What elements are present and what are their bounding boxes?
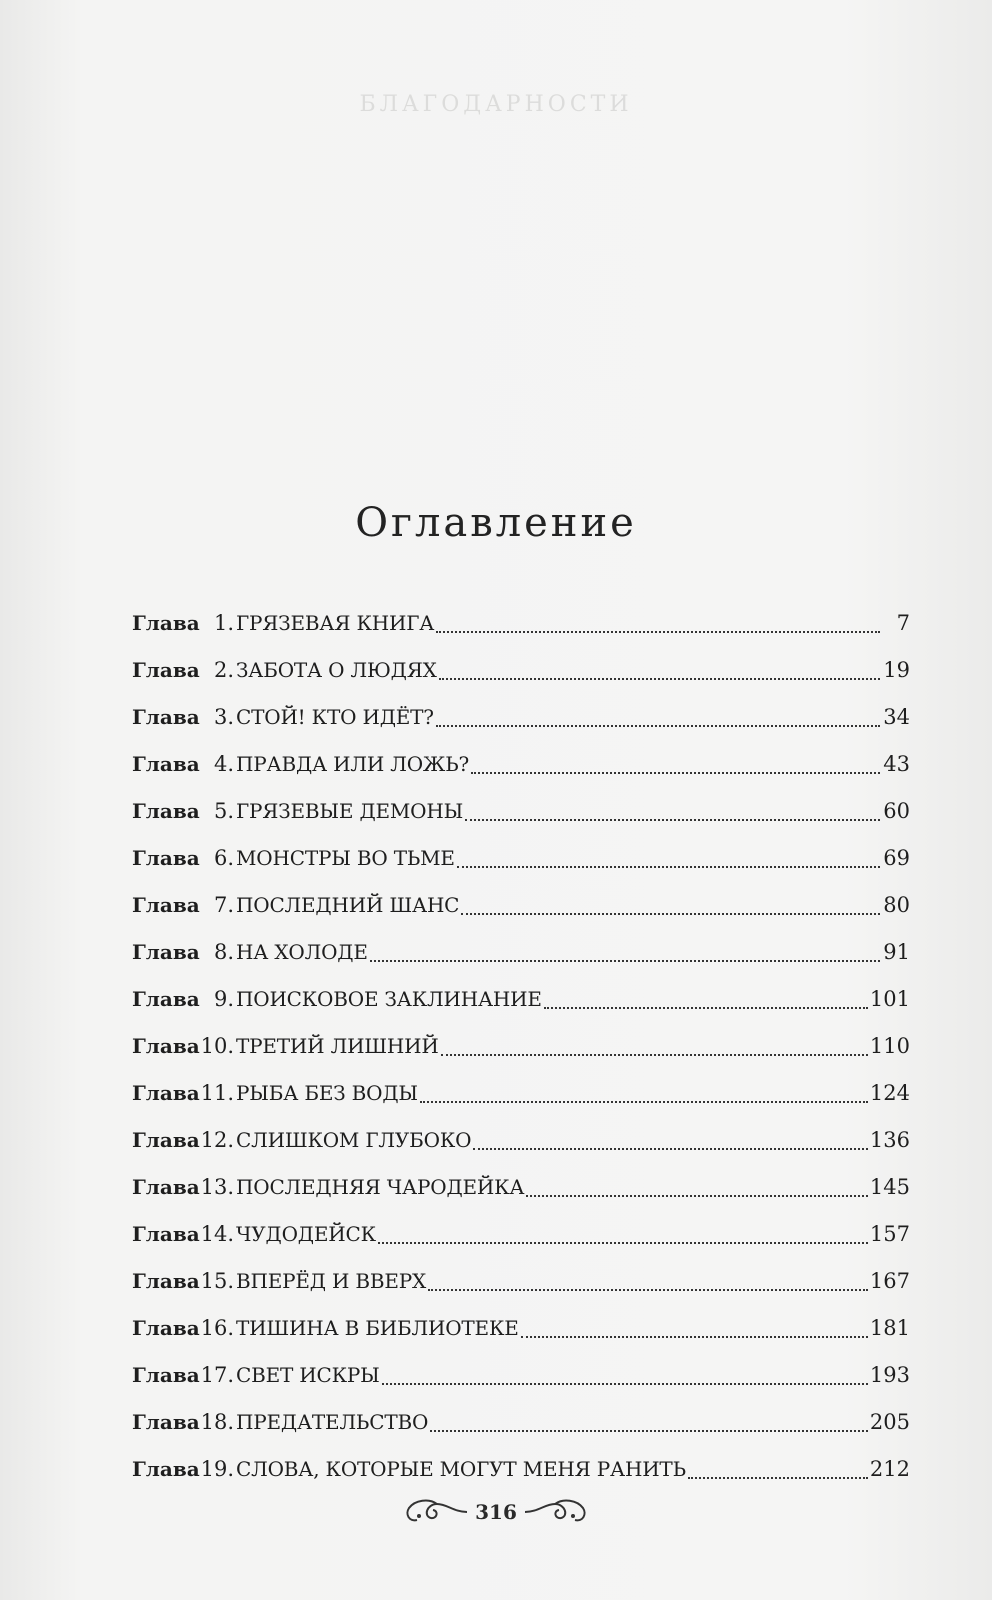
chapter-prefix: Глава [132, 1034, 200, 1058]
chapter-number: 3. [213, 705, 234, 729]
chapter-prefix: Глава [132, 1175, 200, 1199]
toc-entry [132, 1211, 910, 1258]
chapter-number: 12. [200, 1128, 234, 1152]
chapter-page-number: 80 [883, 893, 910, 917]
toc-list [132, 600, 910, 1493]
chapter-number: 10. [200, 1034, 234, 1058]
dot-leader [370, 959, 880, 962]
chapter-title: ПОИСКОВОЕ ЗАКЛИНАНИЕ [236, 987, 542, 1011]
chapter-prefix: Глава [132, 611, 200, 635]
chapter-title: ПОСЛЕДНИЙ ШАНС [236, 893, 460, 917]
dot-leader [382, 1382, 868, 1385]
chapter-prefix: Глава [132, 705, 200, 729]
toc-entry [132, 694, 910, 741]
chapter-prefix: Глава [132, 846, 200, 870]
dot-leader [457, 865, 880, 868]
chapter-prefix: Глава [132, 940, 200, 964]
chapter-prefix: Глава [132, 893, 200, 917]
chapter-title: СВЕТ ИСКРЫ [236, 1363, 380, 1387]
toc-entry [132, 1164, 910, 1211]
chapter-title: МОНСТРЫ ВО ТЬМЕ [236, 846, 455, 870]
chapter-page-number: 212 [869, 1457, 910, 1481]
toc-entry [132, 976, 910, 1023]
toc-entry [132, 1399, 910, 1446]
dot-leader [441, 1053, 868, 1056]
chapter-number: 8. [213, 940, 234, 964]
dot-leader [428, 1288, 868, 1291]
chapter-page-number: 205 [869, 1410, 910, 1434]
dot-leader [473, 1147, 868, 1150]
chapter-page-number: 181 [869, 1316, 910, 1340]
chapter-prefix: Глава [132, 1081, 200, 1105]
toc-entry [132, 1117, 910, 1164]
toc-entry [132, 1352, 910, 1399]
chapter-page-number: 69 [883, 846, 910, 870]
chapter-page-number: 101 [869, 987, 910, 1011]
toc-entry [132, 741, 910, 788]
chapter-number: 13. [200, 1175, 234, 1199]
chapter-number: 4. [213, 752, 234, 776]
chapter-number: 15. [200, 1269, 234, 1293]
chapter-prefix: Глава [132, 799, 200, 823]
dot-leader [430, 1429, 868, 1432]
chapter-prefix: Глава [132, 1222, 200, 1246]
chapter-title: СЛИШКОМ ГЛУБОКО [236, 1128, 472, 1152]
toc-entry [132, 1446, 910, 1493]
toc-title: Оглавление [355, 500, 637, 546]
chapter-prefix: Глава [132, 1316, 200, 1340]
chapter-title: ЧУДОДЕЙСК [236, 1222, 376, 1246]
chapter-page-number: 91 [883, 940, 910, 964]
chapter-page-number: 34 [883, 705, 910, 729]
dot-leader [439, 677, 880, 680]
chapter-number: 19. [200, 1457, 234, 1481]
chapter-number: 11. [200, 1081, 234, 1105]
chapter-title: ГРЯЗЕВЫЕ ДЕМОНЫ [236, 799, 464, 823]
chapter-number: 1. [213, 611, 234, 635]
dot-leader [378, 1241, 868, 1244]
chapter-prefix: Глава [132, 1457, 200, 1481]
chapter-page-number: 193 [869, 1363, 910, 1387]
chapter-prefix: Глава [132, 1363, 200, 1387]
chapter-prefix: Глава [132, 1410, 200, 1434]
chapter-number: 6. [213, 846, 234, 870]
chapter-prefix: Глава [132, 1269, 200, 1293]
toc-entry [132, 1070, 910, 1117]
chapter-number: 18. [200, 1410, 234, 1434]
dot-leader [544, 1006, 868, 1009]
chapter-prefix: Глава [132, 658, 200, 682]
toc-entry [132, 788, 910, 835]
chapter-title: ГРЯЗЕВАЯ КНИГА [236, 611, 435, 635]
dot-leader [436, 630, 880, 633]
toc-entry [132, 600, 910, 647]
chapter-title: ПОСЛЕДНЯЯ ЧАРОДЕЙКА [236, 1175, 525, 1199]
running-head: БЛАГОДАРНОСТИ [359, 92, 633, 117]
chapter-page-number: 7 [896, 611, 910, 635]
toc-entry [132, 647, 910, 694]
dot-leader [436, 724, 880, 727]
chapter-prefix: Глава [132, 752, 200, 776]
toc-entry [132, 1305, 910, 1352]
chapter-prefix: Глава [132, 1128, 200, 1152]
dot-leader [465, 818, 880, 821]
dot-leader [521, 1335, 868, 1338]
toc-entry [132, 1258, 910, 1305]
dot-leader [688, 1476, 868, 1479]
chapter-page-number: 110 [869, 1034, 910, 1058]
chapter-page-number: 19 [883, 658, 910, 682]
chapter-title: ТИШИНА В БИБЛИОТЕКЕ [236, 1316, 519, 1340]
dot-leader [420, 1100, 868, 1103]
ornament-left-icon [399, 1494, 469, 1530]
chapter-page-number: 145 [869, 1175, 910, 1199]
chapter-title: ПРАВДА ИЛИ ЛОЖЬ? [236, 752, 469, 776]
chapter-number: 14. [200, 1222, 234, 1246]
page-footer [0, 1494, 992, 1530]
chapter-page-number: 167 [869, 1269, 910, 1293]
chapter-number: 5. [213, 799, 234, 823]
page-number: 316 [475, 1500, 517, 1524]
chapter-page-number: 60 [883, 799, 910, 823]
toc-entry [132, 882, 910, 929]
chapter-title: ТРЕТИЙ ЛИШНИЙ [236, 1034, 439, 1058]
toc-entry [132, 1023, 910, 1070]
chapter-title: РЫБА БЕЗ ВОДЫ [236, 1081, 418, 1105]
dot-leader [526, 1194, 868, 1197]
dot-leader [461, 912, 880, 915]
chapter-title: ВПЕРЁД И ВВЕРХ [236, 1269, 427, 1293]
chapter-number: 2. [213, 658, 234, 682]
chapter-title: ЗАБОТА О ЛЮДЯХ [236, 658, 437, 682]
toc-entry [132, 929, 910, 976]
chapter-title: СТОЙ! КТО ИДЁТ? [236, 705, 434, 729]
chapter-prefix: Глава [132, 987, 200, 1011]
chapter-number: 7. [213, 893, 234, 917]
toc-entry [132, 835, 910, 882]
chapter-page-number: 157 [869, 1222, 910, 1246]
chapter-page-number: 124 [869, 1081, 910, 1105]
dot-leader [471, 771, 880, 774]
chapter-title: СЛОВА, КОТОРЫЕ МОГУТ МЕНЯ РАНИТЬ [236, 1457, 686, 1481]
ornament-right-icon [523, 1494, 593, 1530]
chapter-number: 16. [200, 1316, 234, 1340]
chapter-page-number: 43 [883, 752, 910, 776]
chapter-page-number: 136 [869, 1128, 910, 1152]
chapter-number: 9. [213, 987, 234, 1011]
chapter-title: ПРЕДАТЕЛЬСТВО [236, 1410, 429, 1434]
chapter-number: 17. [200, 1363, 234, 1387]
chapter-title: НА ХОЛОДЕ [236, 940, 368, 964]
